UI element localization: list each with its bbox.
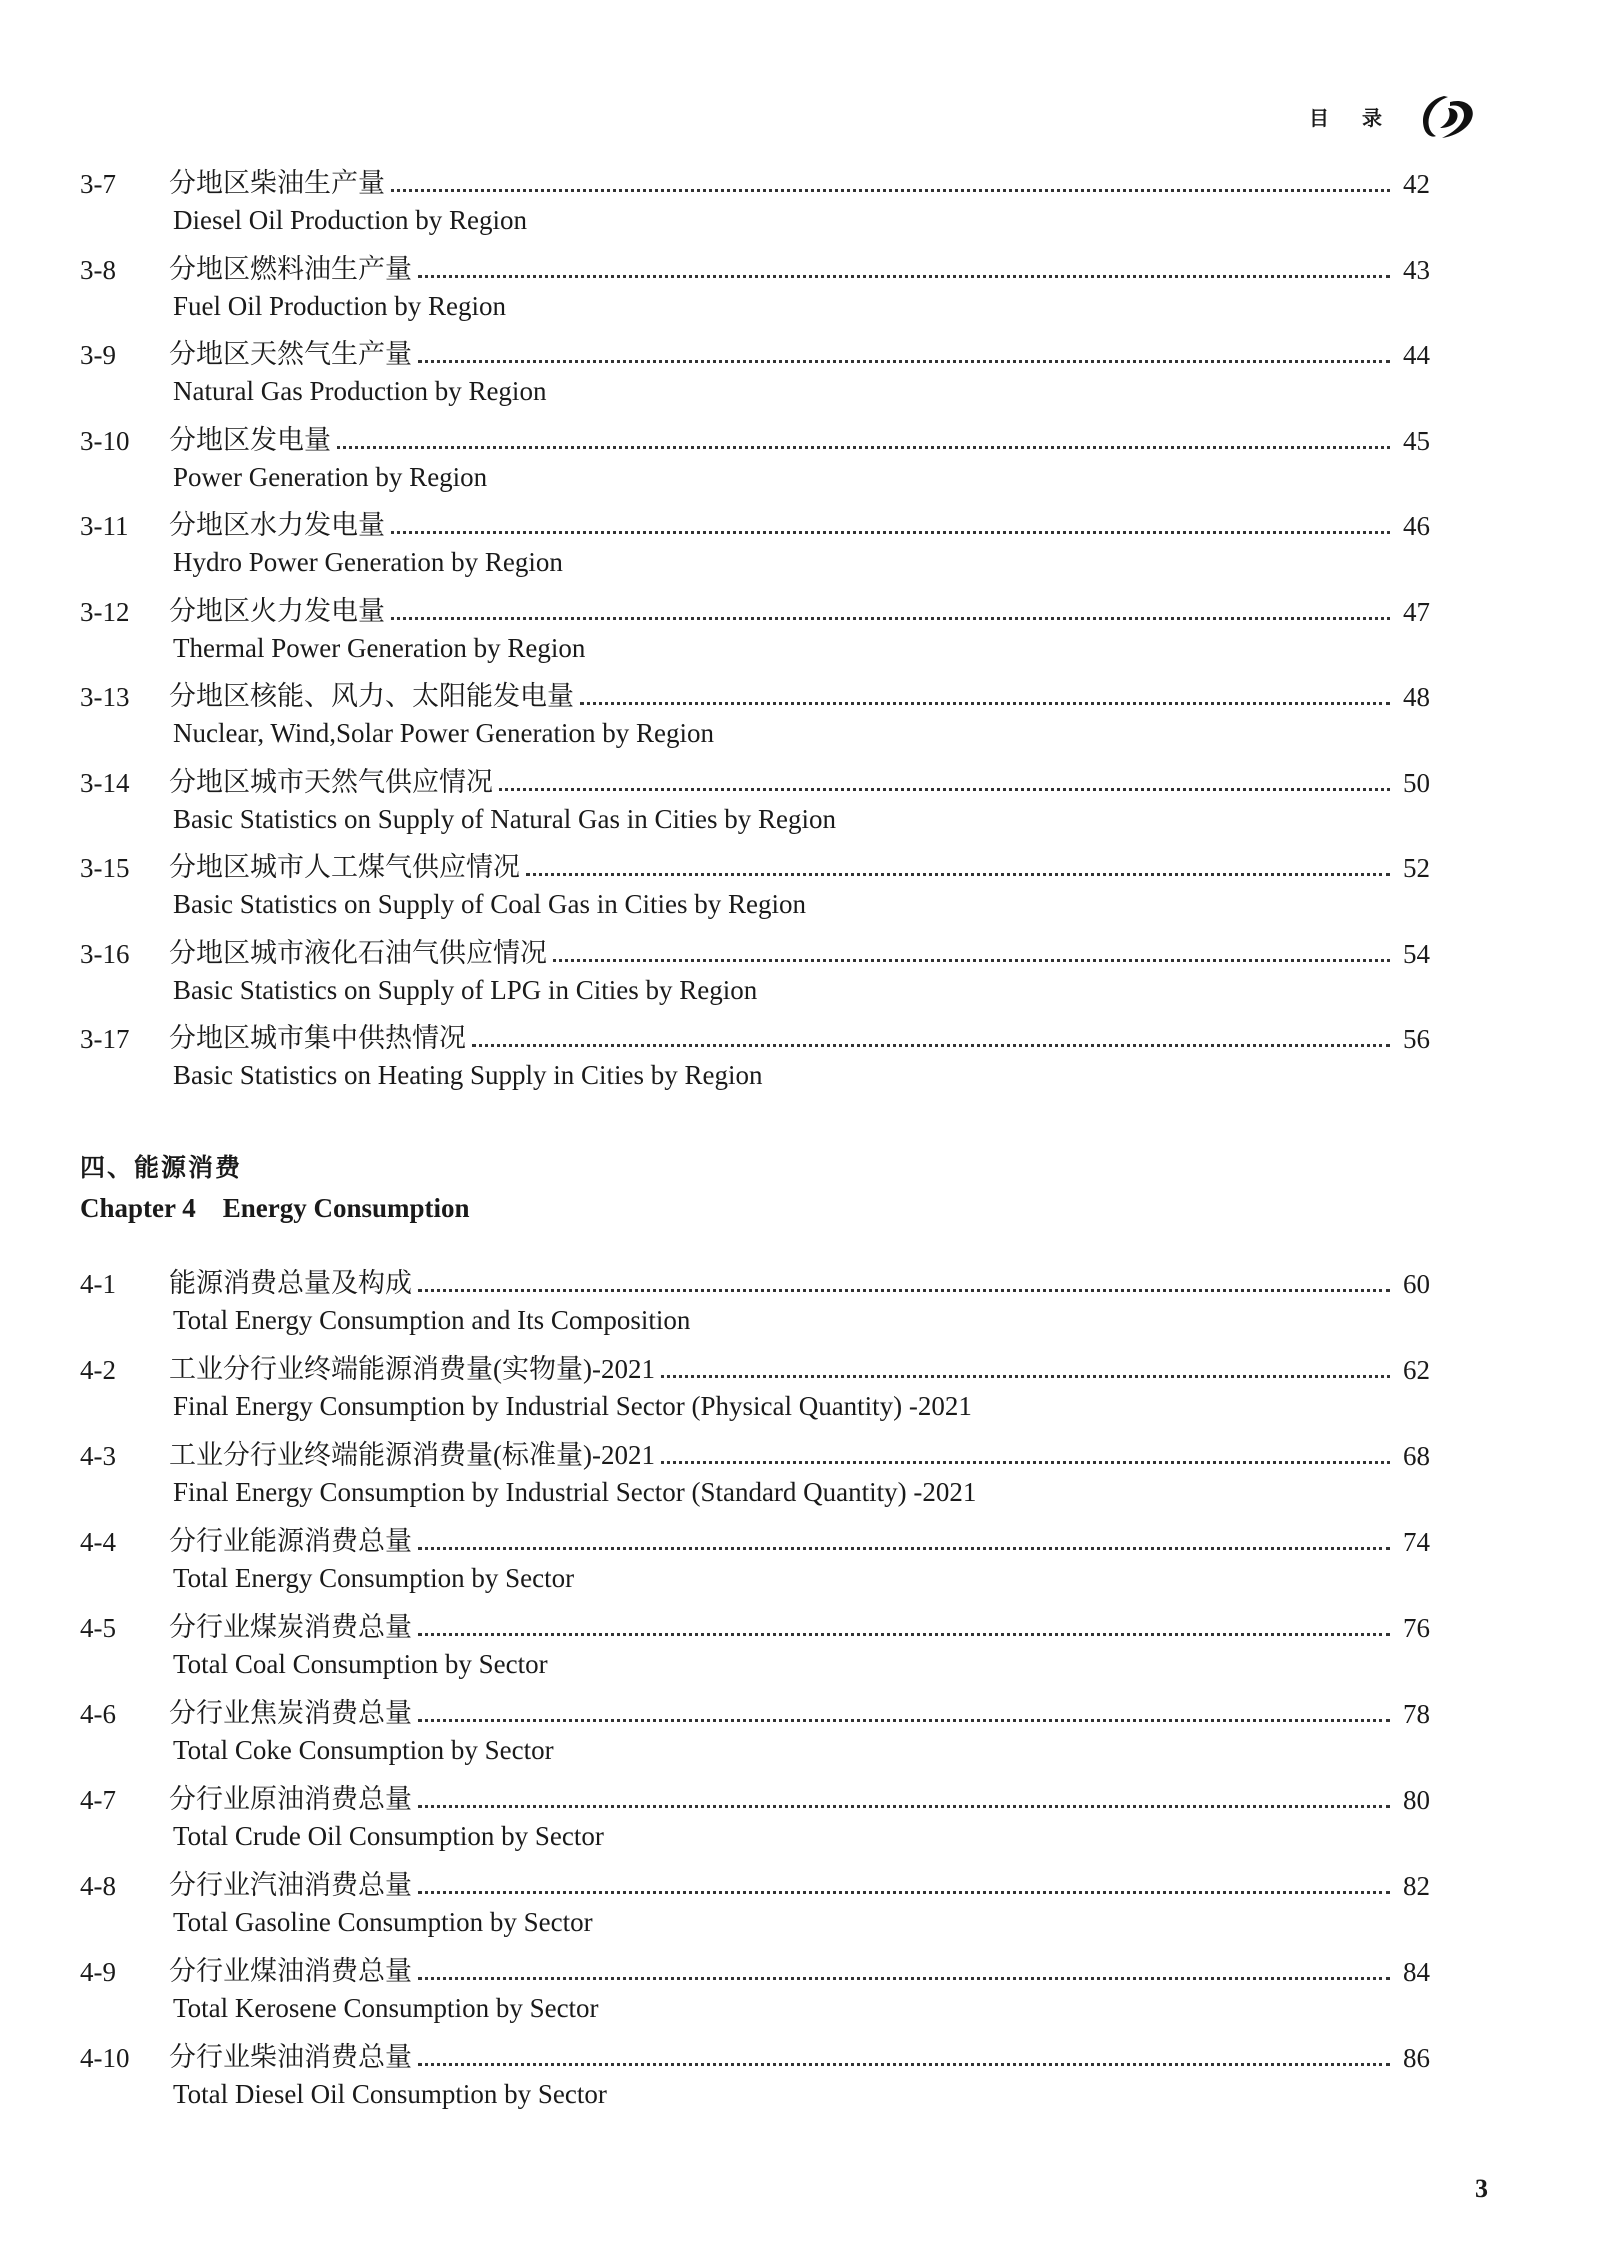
toc-entry-page: 74 xyxy=(1403,1527,1430,1557)
toc-entry-cn-title: 分地区柴油生产量 xyxy=(169,168,385,198)
toc-entry[interactable] xyxy=(80,1692,1430,1778)
toc-entry-cn-title: 能源消费总量及构成 xyxy=(169,1268,412,1298)
toc-entry-page: 86 xyxy=(1403,2043,1430,2073)
toc-entry-en-title: Basic Statistics on Supply of Coal Gas in Cities by Region xyxy=(173,889,806,919)
toc-entry-number: 3-14 xyxy=(80,767,130,798)
toc-leader-dots xyxy=(418,1633,1390,1636)
toc-entry-cn-title: 分地区城市液化石油气供应情况 xyxy=(169,937,547,968)
toc-entry-number: 3-12 xyxy=(80,596,130,627)
toc-entry-line xyxy=(80,846,1430,884)
toc-entry-en-title: Nuclear, Wind,Solar Power Generation by Region xyxy=(173,718,714,748)
toc-section-3 xyxy=(80,162,1430,1103)
toc-entry-line xyxy=(80,504,1430,542)
publisher-logo-icon xyxy=(1414,88,1480,144)
toc-entry-number: 3-10 xyxy=(80,425,130,456)
toc-leader-dots xyxy=(337,446,1390,449)
toc-entry-line xyxy=(80,761,1430,799)
toc-entry-number: 4-8 xyxy=(80,1871,116,1901)
toc-entry-cn-title: 分地区城市天然气供应情况 xyxy=(169,766,493,797)
toc-entry-en-title: Basic Statistics on Supply of LPG in Cities by Region xyxy=(173,974,758,1005)
toc-entry[interactable] xyxy=(80,932,1430,1018)
toc-entry-cn-title: 分行业柴油消费总量 xyxy=(169,2042,412,2072)
toc-leader-dots xyxy=(499,788,1390,791)
toc-entry-page: 50 xyxy=(1403,767,1430,798)
toc-entry-page: 80 xyxy=(1403,1785,1430,1815)
toc-entry-en-title: Total Coke Consumption by Sector xyxy=(173,1735,554,1765)
toc-entry-en-title: Hydro Power Generation by Region xyxy=(173,547,563,577)
toc-entry-number: 4-5 xyxy=(80,1613,116,1643)
toc-entry-line xyxy=(80,162,1430,200)
toc-entry[interactable] xyxy=(80,333,1430,419)
toc-entry[interactable] xyxy=(80,1262,1430,1348)
toc-entry-line xyxy=(80,1348,1430,1386)
toc-entry-line xyxy=(80,1950,1430,1988)
toc-entry-page: 60 xyxy=(1403,1269,1430,1299)
toc-entry-page: 82 xyxy=(1403,1871,1430,1901)
toc-entry-number: 4-2 xyxy=(80,1355,116,1385)
toc-entry-line xyxy=(80,1778,1430,1816)
toc-entry[interactable] xyxy=(80,162,1430,248)
toc-entry-page: 43 xyxy=(1403,254,1430,285)
toc-entry-line xyxy=(80,1692,1430,1730)
toc-entry-en-title: Basic Statistics on Supply of Natural Gas in Cities by Region xyxy=(173,803,836,834)
toc-leader-dots xyxy=(472,1044,1390,1047)
toc-entry-number: 3-16 xyxy=(80,938,130,969)
page-header xyxy=(1309,88,1480,144)
toc-entry-line xyxy=(80,419,1430,457)
toc-entry-cn-title: 分地区天然气生产量 xyxy=(169,339,412,369)
toc-entry-line xyxy=(80,333,1430,371)
toc-entry-line xyxy=(80,1864,1430,1902)
toc-leader-dots xyxy=(391,189,1390,192)
toc-entry-page: 56 xyxy=(1403,1024,1430,1054)
toc-entry-page: 48 xyxy=(1403,682,1430,712)
toc-entry-cn-title: 分行业煤炭消费总量 xyxy=(169,1612,412,1642)
toc-entry-line xyxy=(80,1434,1430,1472)
toc-entry-en-title: Total Kerosene Consumption by Sector xyxy=(173,1993,599,2023)
toc-entry[interactable] xyxy=(80,1864,1430,1950)
toc-entry-cn-title: 分地区燃料油生产量 xyxy=(169,253,412,284)
toc-entry-en-title: Final Energy Consumption by Industrial Sector (Physical Quantity) -2021 xyxy=(173,1391,972,1421)
toc-entry-number: 4-6 xyxy=(80,1699,116,1729)
toc-entry-line xyxy=(80,932,1430,970)
toc-entry-page: 84 xyxy=(1403,1957,1430,1987)
toc-leader-dots xyxy=(418,1805,1390,1808)
toc-entry-number: 4-10 xyxy=(80,2043,130,2073)
toc-leader-dots xyxy=(418,1891,1390,1894)
toc-entry-en-title: Fuel Oil Production by Region xyxy=(173,290,506,321)
toc-leader-dots xyxy=(526,873,1390,876)
toc-entry-page: 62 xyxy=(1403,1355,1430,1385)
toc-leader-dots xyxy=(553,959,1390,962)
toc-entry-en-title: Diesel Oil Production by Region xyxy=(173,205,527,235)
toc-entry-line xyxy=(80,248,1430,286)
toc-entry[interactable] xyxy=(80,248,1430,334)
toc-entry-number: 3-7 xyxy=(80,169,116,199)
toc-section-4 xyxy=(80,1262,1430,2122)
toc-entry-en-title: Total Diesel Oil Consumption by Sector xyxy=(173,2079,607,2109)
toc-entry-number: 3-15 xyxy=(80,853,130,883)
toc-entry-line xyxy=(80,1262,1430,1300)
toc-leader-dots xyxy=(418,1289,1390,1292)
chapter-4-heading xyxy=(80,1148,470,1224)
header-title: 目 录 xyxy=(1309,107,1396,130)
toc-entry[interactable] xyxy=(80,761,1430,847)
toc-entry-number: 4-1 xyxy=(80,1269,116,1299)
toc-entry-en-title: Thermal Power Generation by Region xyxy=(173,632,586,663)
toc-entry-number: 4-7 xyxy=(80,1785,116,1815)
toc-entry-cn-title: 工业分行业终端能源消费量(标准量)-2021 xyxy=(169,1440,655,1470)
toc-leader-dots xyxy=(418,1719,1390,1722)
toc-entry-page: 45 xyxy=(1403,425,1430,456)
toc-entry-en-title: Total Energy Consumption by Sector xyxy=(173,1563,575,1593)
toc-entry-number: 3-17 xyxy=(80,1024,130,1054)
toc-leader-dots xyxy=(418,2063,1390,2066)
toc-entry[interactable] xyxy=(80,1778,1430,1864)
toc-entry[interactable] xyxy=(80,1348,1430,1434)
toc-entry-cn-title: 分行业原油消费总量 xyxy=(169,1784,412,1814)
toc-entry[interactable] xyxy=(80,846,1430,932)
toc-entry-cn-title: 分地区火力发电量 xyxy=(169,595,385,626)
toc-entry-en-title: Final Energy Consumption by Industrial Sector (Standard Quantity) -2021 xyxy=(173,1477,977,1507)
toc-entry[interactable] xyxy=(80,590,1430,676)
toc-leader-dots xyxy=(580,702,1390,705)
toc-entry[interactable] xyxy=(80,504,1430,590)
toc-entry-cn-title: 分行业煤油消费总量 xyxy=(169,1956,412,1986)
toc-entry-en-title: Total Coal Consumption by Sector xyxy=(173,1649,548,1679)
toc-entry-line xyxy=(80,1606,1430,1644)
toc-entry-number: 4-3 xyxy=(80,1441,116,1471)
toc-entry-page: 68 xyxy=(1403,1441,1430,1471)
page-number: 3 xyxy=(1475,2174,1488,2203)
toc-entry-line xyxy=(80,1520,1430,1558)
toc-entry-number: 3-9 xyxy=(80,340,116,370)
toc-entry-page: 78 xyxy=(1403,1699,1430,1729)
toc-entry-en-title: Natural Gas Production by Region xyxy=(173,376,547,406)
toc-entry-cn-title: 分地区发电量 xyxy=(169,424,331,455)
toc-entry-line xyxy=(80,675,1430,713)
toc-entry-cn-title: 工业分行业终端能源消费量(实物量)-2021 xyxy=(169,1354,655,1384)
toc-entry[interactable] xyxy=(80,2036,1430,2122)
toc-entry-cn-title: 分地区核能、风力、太阳能发电量 xyxy=(169,681,574,711)
toc-entry-page: 42 xyxy=(1403,169,1430,199)
toc-leader-dots xyxy=(418,360,1390,363)
toc-entry-line xyxy=(80,590,1430,628)
toc-entry[interactable] xyxy=(80,1520,1430,1606)
toc-entry-en-title: Basic Statistics on Heating Supply in Cities by Region xyxy=(173,1060,763,1090)
toc-leader-dots xyxy=(661,1461,1390,1464)
toc-leader-dots xyxy=(391,531,1390,534)
chapter-4-en-title: Chapter 4 Energy Consumption xyxy=(80,1193,470,1223)
toc-entry-page: 46 xyxy=(1403,511,1430,541)
toc-entry-cn-title: 分行业焦炭消费总量 xyxy=(169,1698,412,1728)
toc-entry-number: 3-11 xyxy=(80,511,129,541)
toc-entry[interactable] xyxy=(80,1950,1430,2036)
toc-entry-number: 4-4 xyxy=(80,1527,116,1557)
toc-leader-dots xyxy=(418,275,1390,278)
toc-entry-line xyxy=(80,2036,1430,2074)
toc-entry-page: 47 xyxy=(1403,596,1430,627)
toc-entry-cn-title: 分行业能源消费总量 xyxy=(169,1526,412,1556)
toc-entry[interactable] xyxy=(80,1017,1430,1103)
toc-leader-dots xyxy=(418,1547,1390,1550)
toc-entry-en-title: Power Generation by Region xyxy=(173,461,488,492)
toc-entry-page: 54 xyxy=(1403,938,1430,969)
toc-entry-number: 3-8 xyxy=(80,254,116,285)
toc-leader-dots xyxy=(661,1375,1390,1378)
toc-entry[interactable] xyxy=(80,419,1430,505)
toc-entry-page: 76 xyxy=(1403,1613,1430,1643)
toc-entry-en-title: Total Gasoline Consumption by Sector xyxy=(173,1907,593,1937)
toc-entry-number: 3-13 xyxy=(80,682,130,712)
toc-entry-page: 52 xyxy=(1403,853,1430,883)
toc-entry[interactable] xyxy=(80,675,1430,761)
toc-entry-page: 44 xyxy=(1403,340,1430,370)
toc-entry-cn-title: 分地区城市人工煤气供应情况 xyxy=(169,852,520,882)
toc-entry-cn-title: 分地区城市集中供热情况 xyxy=(169,1023,466,1053)
toc-entry-cn-title: 分行业汽油消费总量 xyxy=(169,1870,412,1900)
toc-entry-cn-title: 分地区水力发电量 xyxy=(169,510,385,540)
toc-leader-dots xyxy=(418,1977,1390,1980)
toc-entry-en-title: Total Energy Consumption and Its Composition xyxy=(173,1305,691,1335)
toc-entry-line xyxy=(80,1017,1430,1055)
chapter-4-cn-title: 四、能源消费 xyxy=(80,1155,243,1182)
toc-entry[interactable] xyxy=(80,1434,1430,1520)
toc-entry[interactable] xyxy=(80,1606,1430,1692)
toc-leader-dots xyxy=(391,617,1390,620)
toc-entry-en-title: Total Crude Oil Consumption by Sector xyxy=(173,1821,604,1851)
toc-entry-number: 4-9 xyxy=(80,1957,116,1987)
